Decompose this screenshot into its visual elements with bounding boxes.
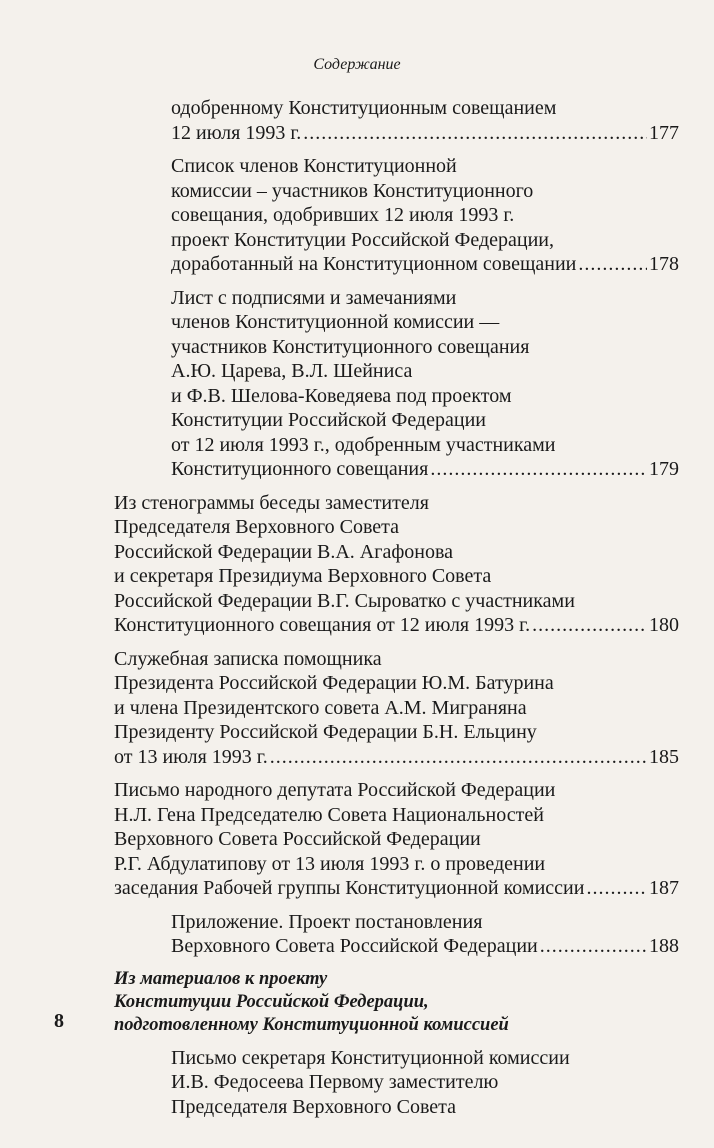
- toc-entry: [171, 154, 679, 277]
- entry-last-line: [171, 121, 679, 146]
- toc-entry: [171, 910, 679, 959]
- page-ref: 187: [649, 877, 679, 899]
- page-ref: 179: [649, 458, 679, 480]
- entry-line: членов Конституционной комиссии —: [171, 311, 500, 333]
- section-line: Конституции Российской Федерации,: [114, 991, 429, 1012]
- entry-line: участников Конституционного совещания: [171, 335, 530, 358]
- entry-line: комиссии – участников Конституционного: [171, 179, 534, 202]
- table-of-contents: [0, 96, 714, 1119]
- entry-line: Письмо народного депутата Российской Федерации: [114, 779, 556, 801]
- entry-last-line: [171, 457, 679, 482]
- entry-line: Письмо секретаря Конституционной комиссии: [171, 1046, 570, 1069]
- entry-line: Р.Г. Абдулатипову от 13 июля 1993 г. о проведении: [114, 852, 546, 875]
- leader-dots: [303, 121, 647, 146]
- section-line: подготовленному Конституционной комиссией: [114, 1014, 509, 1035]
- entry-line: Список членов Конституционной: [171, 155, 457, 177]
- entry-line: Конституции Российской Федерации: [171, 409, 486, 431]
- entry-last-line: [114, 613, 679, 638]
- entry-line: Российской Федерации В.Г. Сыроватко с участниками: [114, 589, 575, 612]
- leader-dots: [578, 252, 647, 277]
- leader-dots: [586, 876, 647, 901]
- entry-line: Конституционного совещания: [171, 458, 429, 480]
- entry-line: Служебная записка помощника: [114, 647, 382, 670]
- page-ref: 178: [649, 253, 679, 275]
- leader-dots: [532, 613, 647, 638]
- entry-line: Конституционного совещания от 12 июля 1993 г.: [114, 614, 531, 636]
- leader-dots: [270, 745, 647, 770]
- entry-line: 12 июля 1993 г.: [171, 121, 302, 144]
- entry-line: совещания, одобривших 12 июля 1993 г.: [171, 204, 515, 226]
- toc-entry: [171, 286, 679, 482]
- toc-entry: [114, 647, 679, 770]
- entry-line: Приложение. Проект постановления: [171, 910, 483, 933]
- entry-line: Н.Л. Гена Председателю Совета Национальностей: [114, 803, 544, 826]
- entry-line: Президенту Российской Федерации Б.Н. Ельцину: [114, 721, 537, 743]
- page-ref: 177: [649, 121, 679, 144]
- entry-last-line: [114, 745, 679, 770]
- entry-line: и Ф.В. Шелова-Коведяева под проектом: [171, 384, 512, 407]
- entry-line: И.В. Федосеева Первому заместителю: [171, 1071, 499, 1093]
- entry-line: Верховного Совета Российской Федерации: [114, 828, 481, 850]
- page-ref: 188: [649, 935, 679, 957]
- entry-line: Из стенограммы беседы заместителя: [114, 491, 429, 514]
- toc-entry: [171, 1046, 679, 1120]
- entry-line: одобренному Конституционным совещанием: [171, 97, 557, 119]
- entry-line: Лист с подписями и замечаниями: [171, 286, 457, 309]
- leader-dots: [540, 934, 647, 959]
- running-header: Содержание: [313, 56, 401, 73]
- entry-line: проект Конституции Российской Федерации,: [171, 228, 554, 251]
- entry-line: Председателя Верховного Совета: [114, 516, 400, 538]
- page-ref: 180: [649, 614, 679, 636]
- entry-line: доработанный на Конституционном совещании: [171, 253, 577, 275]
- leader-dots: [430, 457, 647, 482]
- entry-line: Верховного Совета Российской Федерации: [171, 935, 538, 957]
- page-number: 8: [54, 1010, 64, 1032]
- entry-line: от 12 июля 1993 г., одобренным участниками: [171, 433, 556, 456]
- entry-line: и члена Президентского совета А.М. Миграняна: [114, 696, 527, 719]
- toc-entry: [171, 96, 679, 145]
- entry-line: Председателя Верховного Совета: [171, 1095, 457, 1118]
- toc-entry: [114, 491, 679, 638]
- section-line: Из материалов к проекту: [114, 968, 328, 989]
- entry-last-line: [114, 876, 679, 901]
- toc-entry: [114, 778, 679, 901]
- entry-line: Президента Российской Федерации Ю.М. Батурина: [114, 672, 554, 694]
- entry-line: заседания Рабочей группы Конституционной комиссии: [114, 877, 585, 899]
- section-heading: [114, 968, 714, 1037]
- entry-line: и секретаря Президиума Верховного Совета: [114, 565, 492, 587]
- entry-last-line: [171, 252, 679, 277]
- entry-last-line: [171, 934, 679, 959]
- entry-line: Российской Федерации В.А. Агафонова: [114, 540, 454, 563]
- page-ref: 185: [649, 745, 679, 768]
- entry-line: А.Ю. Царева, В.Л. Шейниса: [171, 360, 413, 382]
- entry-line: от 13 июля 1993 г.: [114, 745, 268, 768]
